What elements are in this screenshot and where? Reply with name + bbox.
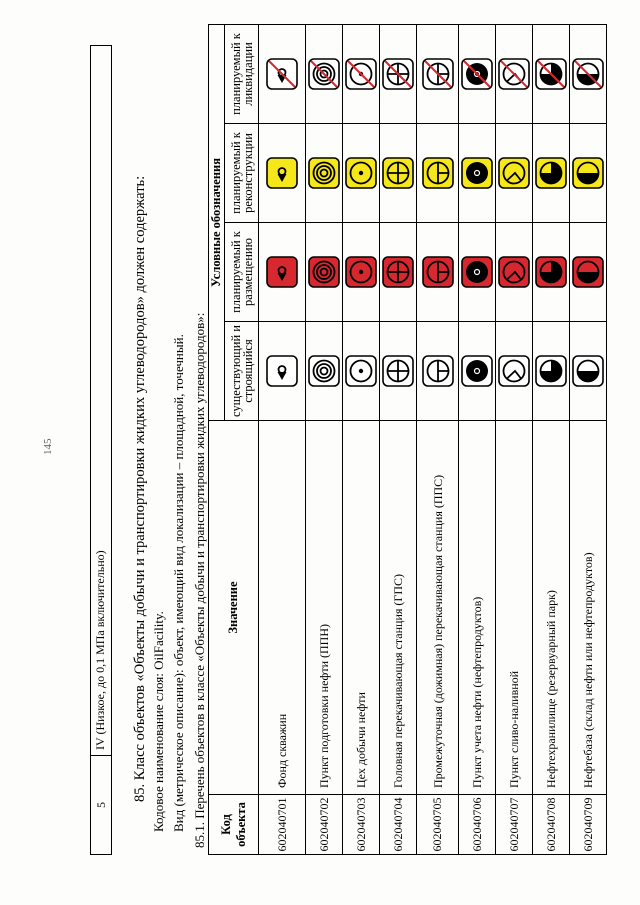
table-row [417, 25, 459, 855]
well-icon [266, 25, 298, 123]
table-row [459, 25, 496, 855]
circle-cross-icon [382, 322, 414, 420]
object-name: Цех добычи нефти [343, 421, 380, 795]
symbol-reconstruction [259, 124, 306, 223]
table-row [533, 25, 570, 855]
header-reconstruction: планируемый к реконструкции [225, 124, 259, 223]
symbol-liquidation [380, 25, 417, 124]
ring-dot-icon [345, 322, 377, 420]
symbol-liquidation [343, 25, 380, 124]
symbol-existing [343, 322, 380, 421]
half-filled-icon [572, 322, 604, 420]
symbol-reconstruction [306, 124, 343, 223]
layer-code-text: Кодовое наименование слоя: OilFacility. [151, 611, 166, 832]
table-row [570, 25, 607, 855]
ring-dot-icon [345, 223, 377, 321]
circle-vbar-icon [422, 25, 454, 123]
object-name: Промежуточная (дожимная) перекачивающая станция (ППС) [417, 421, 459, 795]
header-liquidation: планируемый к ликвидации [225, 25, 259, 124]
object-name: Нефтехранилище (резервуарный парк) [533, 421, 570, 795]
symbol-existing [496, 322, 533, 421]
symbol-reconstruction [496, 124, 533, 223]
filled-sector-icon [535, 223, 567, 321]
ring-dot-icon [345, 124, 377, 222]
symbol-planned [380, 223, 417, 322]
symbol-planned [306, 223, 343, 322]
well-icon [266, 223, 298, 321]
half-filled-icon [572, 223, 604, 321]
object-name: Нефтебаза (склад нефти или нефтепродуктов) [570, 421, 607, 795]
well-icon [266, 124, 298, 222]
circle-vbar-icon [422, 124, 454, 222]
filled-sector-icon [535, 25, 567, 123]
list-title: 85.1. Перечень объектов в классе «Объекты добычи и транспортировки жидких углеводородов»: [192, 312, 207, 848]
object-name: Фонд скважин [259, 421, 306, 795]
circle-vbar-icon [422, 322, 454, 420]
symbol-liquidation [306, 25, 343, 124]
symbol-liquidation [259, 25, 306, 124]
ring-dot-icon [345, 25, 377, 123]
symbol-reconstruction [459, 124, 496, 223]
symbol-existing [533, 322, 570, 421]
symbol-existing [259, 322, 306, 421]
object-code: 602040707 [496, 795, 533, 855]
circle-v-icon [498, 124, 530, 222]
object-name: Пункт учета нефти (нефтепродуктов) [459, 421, 496, 795]
header-planned: планируемый к размещению [225, 223, 259, 322]
object-code: 602040704 [380, 795, 417, 855]
object-code: 602040709 [570, 795, 607, 855]
object-code: 602040705 [417, 795, 459, 855]
symbol-liquidation [570, 25, 607, 124]
circle-v-icon [498, 25, 530, 123]
section-heading: 85. Класс объектов «Объекты добычи и транспортировки жидких углеводородов» должен содержать: [132, 175, 148, 802]
symbol-reconstruction [533, 124, 570, 223]
header-symbols: Условные обозначения [209, 25, 225, 421]
page-number: 145 [42, 438, 54, 455]
symbol-planned [533, 223, 570, 322]
object-name: Головная перекачивающая станция (ГПС) [380, 421, 417, 795]
filled-ring-dot-icon [461, 25, 493, 123]
half-filled-icon [572, 25, 604, 123]
object-name: Пункт сливо-наливной [496, 421, 533, 795]
well-icon [266, 322, 298, 420]
object-code: 602040708 [533, 795, 570, 855]
double-ring-icon [308, 322, 340, 420]
circle-cross-icon [382, 25, 414, 123]
symbol-reconstruction [343, 124, 380, 223]
filled-ring-dot-icon [461, 124, 493, 222]
table-row [306, 25, 343, 855]
object-code: 602040706 [459, 795, 496, 855]
symbol-liquidation [417, 25, 459, 124]
geometry-text: Вид (метрическое описание): объект, имеющий вид локализации – площадной, точечный. [171, 334, 186, 832]
symbol-existing [459, 322, 496, 421]
row-number: 5 [91, 755, 111, 854]
symbol-planned [417, 223, 459, 322]
double-ring-icon [308, 25, 340, 123]
half-filled-icon [572, 124, 604, 222]
symbol-existing [380, 322, 417, 421]
table-row [380, 25, 417, 855]
header-existing: существующий и строящийся [225, 322, 259, 421]
table-row [343, 25, 380, 855]
symbol-planned [459, 223, 496, 322]
symbol-existing [417, 322, 459, 421]
filled-sector-icon [535, 322, 567, 420]
symbol-existing [306, 322, 343, 421]
symbol-planned [343, 223, 380, 322]
symbol-liquidation [496, 25, 533, 124]
object-code: 602040701 [259, 795, 306, 855]
symbol-existing [570, 322, 607, 421]
objects-table [208, 24, 607, 855]
object-code: 602040703 [343, 795, 380, 855]
filled-ring-dot-icon [461, 322, 493, 420]
circle-cross-icon [382, 223, 414, 321]
table-row [259, 25, 306, 855]
filled-sector-icon [535, 124, 567, 222]
row-text: IV (Низкое, до 0,1 МПа включительно) [93, 550, 107, 750]
symbol-planned [259, 223, 306, 322]
circle-v-icon [498, 223, 530, 321]
symbol-liquidation [459, 25, 496, 124]
symbol-reconstruction [380, 124, 417, 223]
circle-cross-icon [382, 124, 414, 222]
double-ring-icon [308, 124, 340, 222]
symbol-liquidation [533, 25, 570, 124]
symbol-reconstruction [417, 124, 459, 223]
double-ring-icon [308, 223, 340, 321]
circle-v-icon [498, 322, 530, 420]
header-value: Значение [209, 421, 259, 795]
circle-vbar-icon [422, 223, 454, 321]
object-name: Пункт подготовки нефти (ППН) [306, 421, 343, 795]
filled-ring-dot-icon [461, 223, 493, 321]
symbol-planned [496, 223, 533, 322]
table-row [496, 25, 533, 855]
previous-table-row [90, 45, 112, 855]
symbol-planned [570, 223, 607, 322]
object-code: 602040702 [306, 795, 343, 855]
symbol-reconstruction [570, 124, 607, 223]
header-code: Код объекта [209, 795, 259, 855]
